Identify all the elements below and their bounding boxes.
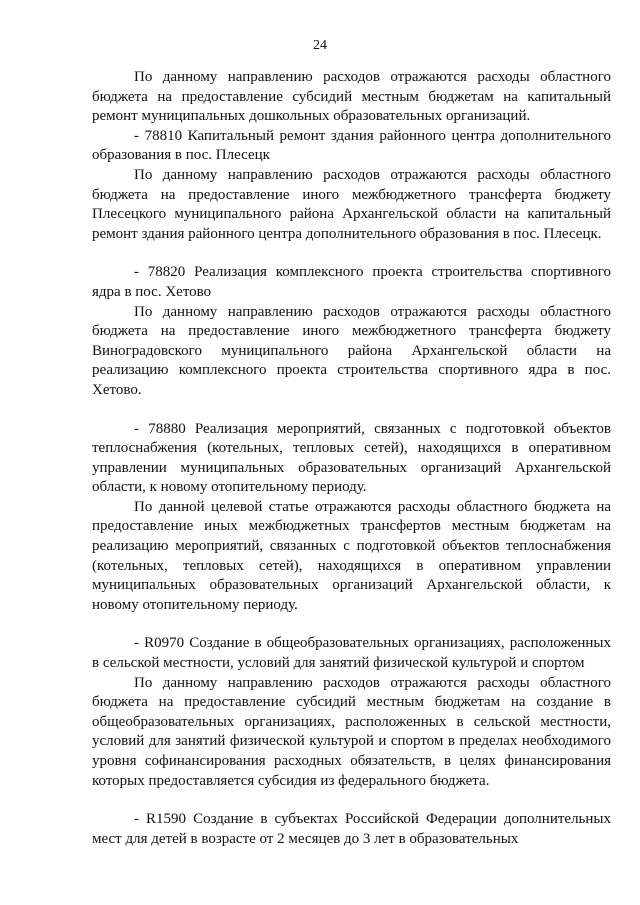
paragraph-78880-description: По данной целевой статье отражаются расходы областного бюджета на предоставление иных межбюджетных трансфертов местным бюджетам на реализацию мероприятий, связанных с подготовкой объектов теплоснабжения (котельных, тепловых сетей), находящихся в оперативном управлении муниципальных образовательных организаций Архангельской области, к новому отопительному периоду.: [92, 498, 611, 613]
heading-78810: - 78810 Капитальный ремонт здания районного центра дополнительного образования в пос. Плесецк: [92, 127, 611, 164]
paragraph-78810-description: По данному направлению расходов отражаются расходы областного бюджета на предоставление иного межбюджетного трансферта бюджету Плесецкого муниципального района Архангельской области на капитальный ремонт здания районного центра дополнительного образования в пос. Плесецк.: [92, 166, 611, 242]
paragraph-kapremont-doshkolnye: По данному направлению расходов отражаются расходы областного бюджета на предоставление субсидий местным бюджетам на капитальный ремонт муниципальных дошкольных образовательных организаций.: [92, 69, 611, 125]
heading-78820: - 78820 Реализация комплексного проекта строительства спортивного ядра в пос. Хетово: [92, 264, 611, 300]
paragraph-spacer: [92, 244, 611, 263]
paragraph-78820-description: По данному направлению расходов отражаются расходы областного бюджета на предоставление иного межбюджетного трансферта бюджету Виноградовского муниципального района Архангельской области на реализацию комплексного проекта строительства спортивного ядра в пос. Хетово.: [92, 303, 611, 398]
page-number: 24: [313, 38, 327, 53]
paragraph-spacer: [92, 401, 611, 420]
paragraph-spacer: [92, 615, 611, 634]
paragraph-r0970-description: По данному направлению расходов отражаются расходы областного бюджета на предоставление субсидий местным бюджетам на создание в общеобразовательных организациях, расположенных в сельской местности, условий для занятий физической культурой и спортом в пределах необходимого уровня софинансирования расходных обязательств, в целях финансирования которых предоставляется субсидия из федерального бюджета.: [92, 674, 611, 789]
heading-r0970: - R0970 Создание в общеобразовательных организациях, расположенных в сельской местности, условий для занятий физической культурой и спортом: [92, 635, 611, 672]
heading-78880: - 78880 Реализация мероприятий, связанных с подготовкой объектов теплоснабжения (котельных, тепловых сетей), находящихся в оперативном управлении муниципальных образовательных организаций Архангельской области, к новому отопительному периоду.: [92, 420, 611, 496]
heading-r1590: - R1590 Создание в субъектах Российской Федерации дополнительных мест для детей в возрасте от 2 месяцев до 3 лет в образовательных: [92, 811, 611, 847]
page-body: [92, 68, 611, 849]
paragraph-spacer: [92, 791, 611, 810]
